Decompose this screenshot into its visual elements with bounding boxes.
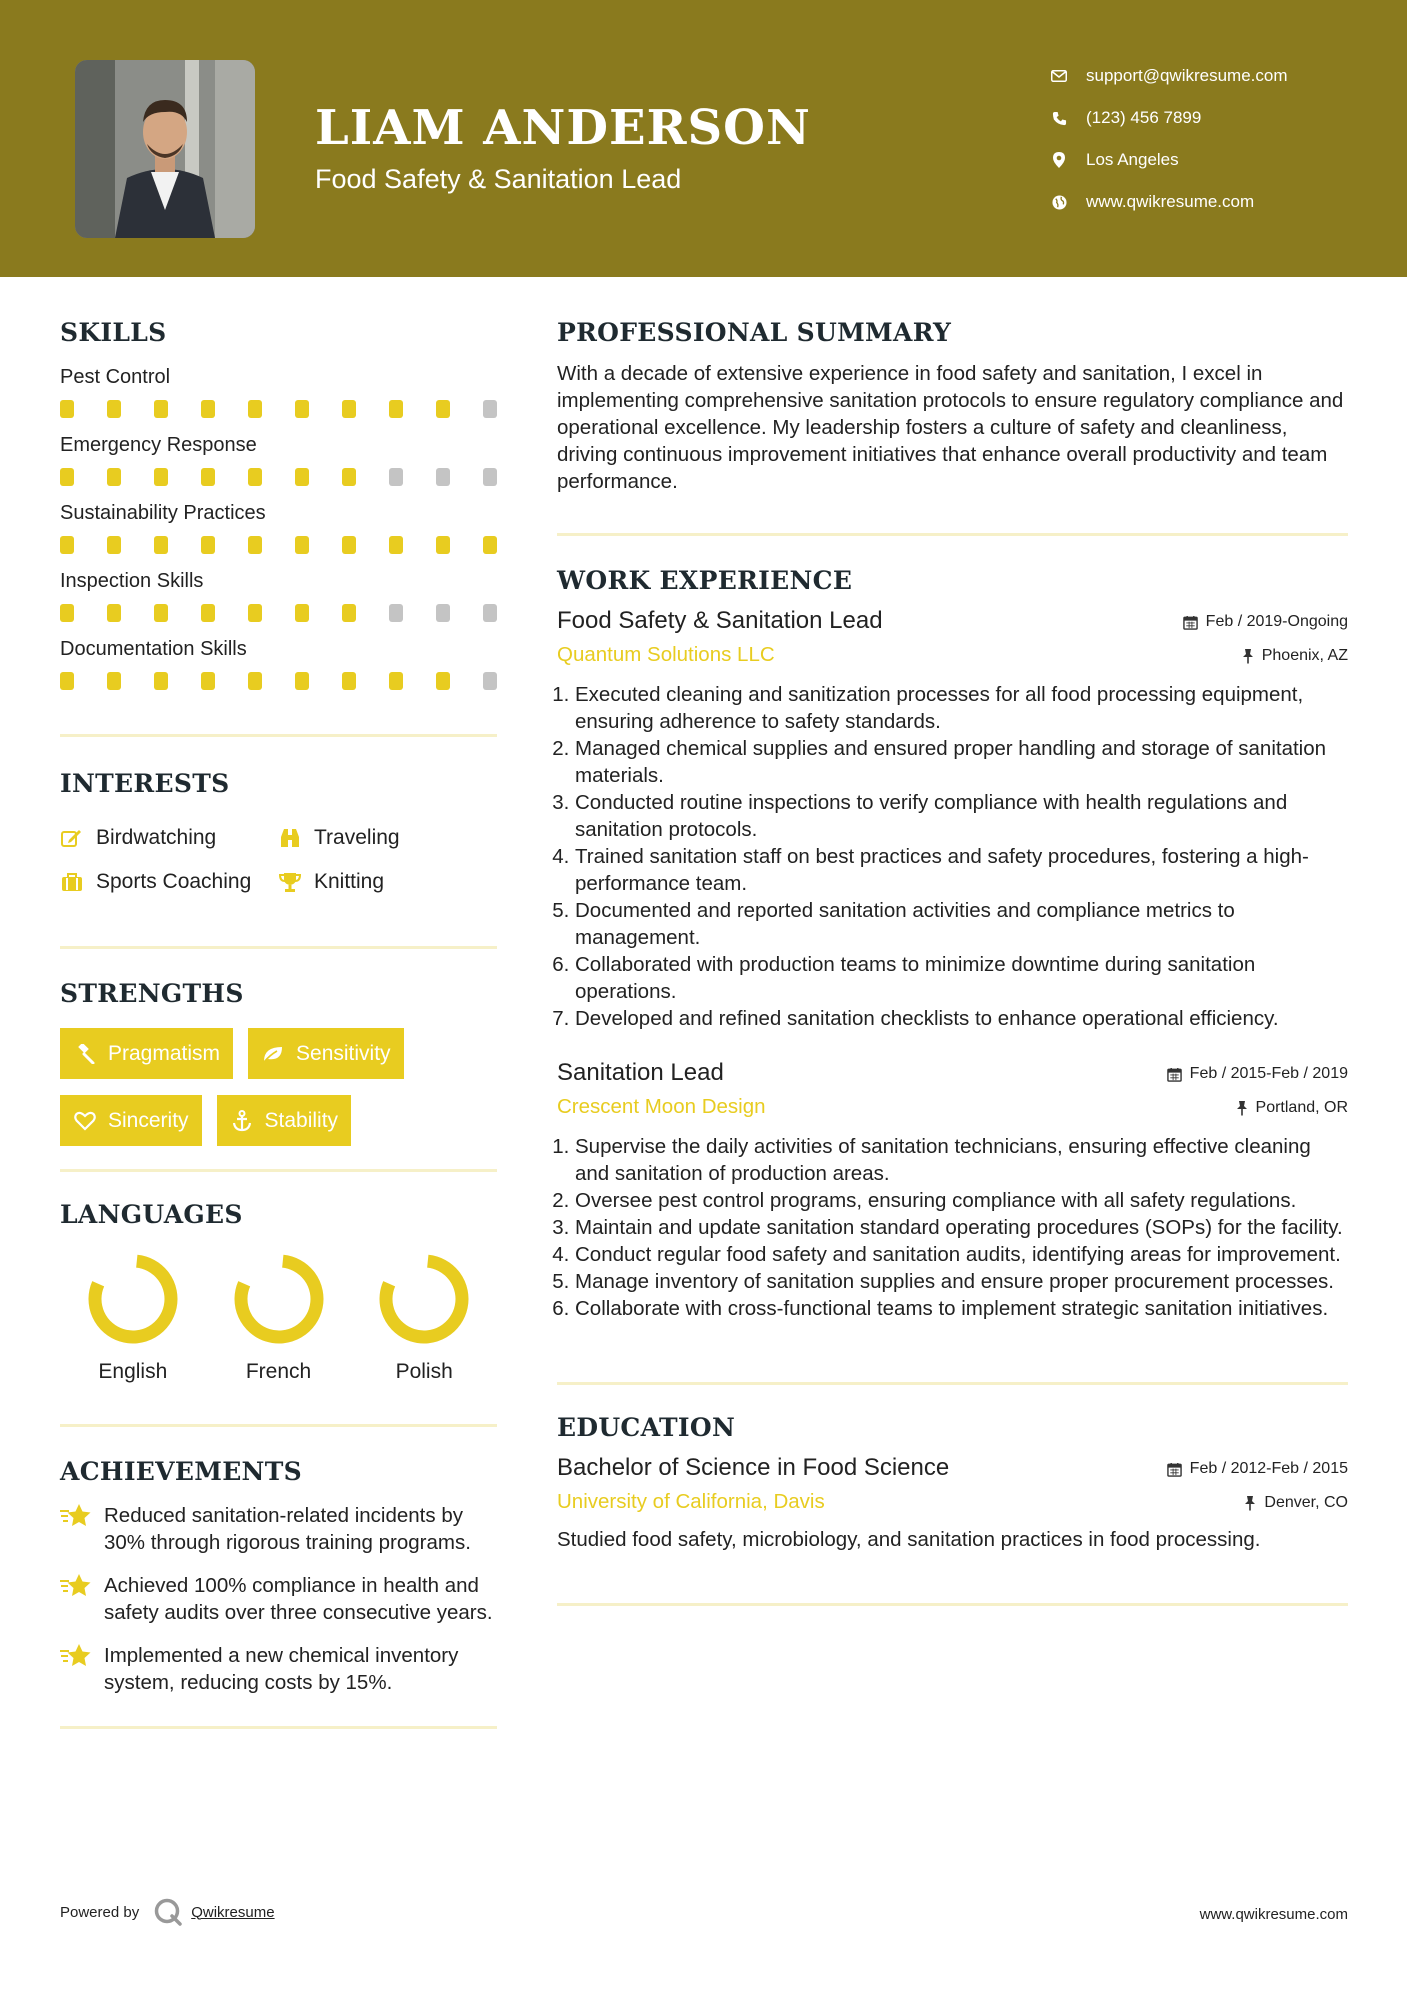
job-location-text: Phoenix, AZ (1261, 647, 1348, 664)
skill-dot (201, 604, 215, 622)
job-location (1236, 1099, 1348, 1117)
heart-icon (74, 1110, 96, 1132)
language-level-arc (386, 1261, 462, 1337)
skill-dot (295, 672, 309, 690)
language-item (60, 1251, 206, 1384)
duty-item: 3. Conducted routine inspections to verify compliance with health regulations and sanitation protocols. (575, 789, 1348, 843)
strength-label: Stability (264, 1108, 339, 1132)
interest-label: Knitting (314, 870, 385, 893)
strength-label: Sensitivity (296, 1041, 391, 1065)
pushpin-icon (1236, 1100, 1248, 1116)
skill-dot (201, 400, 215, 418)
globe-icon (1050, 193, 1068, 211)
gavel-icon (74, 1043, 96, 1065)
education-dates-text: Feb / 2012-Feb / 2015 (1189, 1460, 1348, 1477)
candidate-name: LIAM ANDERSON (315, 100, 811, 156)
section-divider (557, 533, 1348, 536)
skill-dot (389, 468, 403, 486)
company-name: Quantum Solutions LLC (557, 643, 775, 666)
job-title: Food Safety & Sanitation Lead (557, 607, 883, 634)
interest-item (278, 870, 384, 894)
skill-dot (483, 468, 497, 486)
qwikresume-logo-icon (153, 1897, 183, 1927)
skill-dot (248, 536, 262, 554)
contact-list (1050, 55, 1288, 223)
skill-dot (248, 468, 262, 486)
strength-label: Sincerity (108, 1108, 189, 1132)
skill-dot (389, 536, 403, 554)
skill-dot (342, 604, 356, 622)
strength-badge (217, 1095, 352, 1146)
duty-item: 4. Trained sanitation staff on best practices and safety procedures, fostering a high-performance team. (575, 843, 1348, 897)
skill-dot (483, 604, 497, 622)
education-description: Studied food safety, microbiology, and sanitation practices in food processing. (557, 1528, 1261, 1551)
skill-name: Emergency Response (60, 434, 257, 456)
location-pin-icon (1050, 151, 1068, 169)
strength-badge (248, 1028, 404, 1079)
skills-section (60, 318, 497, 690)
skill-name: Pest Control (60, 366, 171, 388)
strength-badge (60, 1028, 233, 1079)
skill-dot (436, 400, 450, 418)
skill-dot (154, 400, 168, 418)
skill-dot (107, 536, 121, 554)
skill-dot (483, 672, 497, 690)
pushpin-icon (1242, 648, 1254, 664)
interests-section (60, 769, 497, 904)
achievement-text: Reduced sanitation-related incidents by 30% through rigorous training programs. (104, 1504, 471, 1554)
strengths-section (60, 979, 497, 1146)
skill-dot (436, 604, 450, 622)
skill-name: Documentation Skills (60, 638, 247, 660)
skill-dot (60, 468, 74, 486)
candidate-role: Food Safety & Sanitation Lead (315, 164, 682, 194)
profile-photo (75, 60, 255, 238)
job-title: Sanitation Lead (557, 1059, 724, 1086)
education-dates (1167, 1460, 1348, 1478)
experience-title: WORK EXPERIENCE (557, 566, 853, 595)
duty-item: 6. Collaborated with production teams to minimize downtime during sanitation operations. (575, 951, 1348, 1005)
language-name: English (98, 1360, 168, 1383)
achievement-text: Implemented a new chemical inventory system, reducing costs by 15%. (104, 1644, 459, 1694)
contact-email[interactable] (1050, 55, 1288, 97)
pushpin-icon (1244, 1495, 1256, 1511)
skill-dot (389, 672, 403, 690)
skill-dot (201, 536, 215, 554)
skill-name: Sustainability Practices (60, 502, 266, 524)
skill-dot (389, 400, 403, 418)
skills-list (60, 364, 497, 690)
skill-dot (389, 604, 403, 622)
section-divider (60, 1169, 497, 1172)
language-name: Polish (395, 1360, 453, 1383)
skill-dot (154, 536, 168, 554)
language-level-arc (95, 1261, 171, 1337)
anchor-icon (231, 1110, 253, 1132)
skill-dot (60, 400, 74, 418)
contact-location-text: Los Angeles (1086, 150, 1179, 169)
skill-dot (295, 468, 309, 486)
skills-title: SKILLS (60, 318, 167, 347)
skill-dot (295, 604, 309, 622)
section-divider (60, 946, 497, 949)
contact-email-text: support@qwikresume.com (1086, 66, 1288, 85)
skill-dot (107, 604, 121, 622)
binoculars-icon (278, 827, 302, 849)
education-entry (557, 1454, 1348, 1553)
duty-item: 7. Developed and refined sanitation checklists to enhance operational efficiency. (575, 1005, 1348, 1032)
star-icon (60, 1572, 92, 1600)
duty-item: 5. Documented and reported sanitation activities and compliance metrics to management. (575, 897, 1348, 951)
interest-item (278, 826, 400, 850)
skill-dot (342, 672, 356, 690)
job-location-text: Portland, OR (1255, 1099, 1348, 1116)
skill-dot (342, 400, 356, 418)
calendar-icon (1183, 615, 1198, 630)
duty-item: 1. Supervise the daily activities of sanitation technicians, ensuring effective cleaning and sanitation of production areas. (575, 1133, 1348, 1187)
skill-dot (60, 536, 74, 554)
degree-title: Bachelor of Science in Food Science (557, 1454, 950, 1481)
phone-icon (1050, 109, 1068, 127)
interest-item (60, 826, 278, 850)
summary-text: With a decade of extensive experience in food safety and sanitation, I excel in implementing comprehensive sanitation protocols to ensure regulatory compliance and operational excellence. My leadership fosters a culture of safety and cleanliness, driving continuous improvement initiatives that enhance overall productivity and team performance. (557, 362, 1344, 493)
contact-phone-text: (123) 456 7899 (1086, 108, 1202, 127)
school-name: University of California, Davis (557, 1490, 825, 1513)
skill-rating (60, 400, 497, 418)
skill-dot (295, 536, 309, 554)
education-section (557, 1413, 1348, 1553)
job-location (1242, 647, 1348, 665)
strength-label: Pragmatism (108, 1041, 221, 1065)
skill-dot (107, 468, 121, 486)
envelope-icon (1050, 67, 1068, 85)
interest-label: Traveling (314, 826, 400, 849)
briefcase-icon (60, 871, 84, 893)
section-divider (557, 1603, 1348, 1606)
languages-section (60, 1200, 497, 1384)
achievements-list (60, 1502, 497, 1696)
qwikresume-link[interactable]: Qwikresume (191, 1903, 275, 1921)
skill-dot (342, 468, 356, 486)
section-divider (60, 1726, 497, 1729)
job-dates (1183, 613, 1348, 631)
duty-item: 4. Conduct regular food safety and sanitation audits, identifying areas for improvement. (575, 1241, 1348, 1268)
language-gauge (376, 1251, 472, 1347)
skill-dot (60, 604, 74, 622)
footer-website[interactable]: www.qwikresume.com (1199, 1906, 1348, 1923)
calendar-icon (1167, 1462, 1182, 1477)
contact-website-text: www.qwikresume.com (1086, 192, 1255, 211)
section-divider (557, 1382, 1348, 1385)
job-entry (557, 607, 1348, 1032)
duty-item: 6. Collaborate with cross-functional teams to implement strategic sanitation initiatives. (575, 1295, 1348, 1322)
summary-title: PROFESSIONAL SUMMARY (557, 318, 952, 347)
language-item (206, 1251, 352, 1384)
contact-website[interactable] (1050, 181, 1288, 223)
education-location (1244, 1494, 1348, 1512)
skill-dot (248, 604, 262, 622)
skill-rating (60, 672, 497, 690)
contact-phone[interactable] (1050, 97, 1288, 139)
section-divider (60, 1424, 497, 1427)
skill-dot (201, 468, 215, 486)
skill-dot (107, 672, 121, 690)
skill-dot (248, 400, 262, 418)
skill-rating (60, 536, 497, 554)
skill-dot (436, 672, 450, 690)
interest-label: Birdwatching (96, 826, 217, 849)
interests-list (60, 816, 497, 904)
summary-section (557, 318, 1348, 495)
language-item (351, 1251, 497, 1384)
experience-section (557, 566, 1348, 1322)
skill-dot (154, 672, 168, 690)
interests-title: INTERESTS (60, 769, 230, 798)
achievements-section (60, 1457, 497, 1696)
interest-item (60, 870, 278, 894)
pencil-square-icon (60, 827, 84, 849)
skill-dot (154, 604, 168, 622)
skill-dot (154, 468, 168, 486)
languages-title: LANGUAGES (60, 1200, 243, 1229)
duty-item: 1. Executed cleaning and sanitization processes for all food processing equipment, ensuring adherence to safety standards. (575, 681, 1348, 735)
star-icon (60, 1642, 92, 1670)
right-column (557, 318, 1348, 1606)
education-title: EDUCATION (557, 1413, 736, 1442)
contact-location (1050, 139, 1288, 181)
star-icon (60, 1502, 92, 1530)
interest-label: Sports Coaching (96, 870, 252, 893)
achievement-item (60, 1502, 497, 1556)
duty-item: 3. Maintain and update sanitation standard operating procedures (SOPs) for the facility. (575, 1214, 1348, 1241)
skill-dot (107, 400, 121, 418)
education-location-text: Denver, CO (1264, 1494, 1348, 1511)
skill-dot (248, 672, 262, 690)
skill-dot (342, 536, 356, 554)
language-level-arc (241, 1261, 317, 1337)
skill-dot (483, 536, 497, 554)
duty-item: 2. Oversee pest control programs, ensuring compliance with all safety regulations. (575, 1187, 1348, 1214)
language-name: French (245, 1360, 312, 1383)
achievements-title: ACHIEVEMENTS (60, 1457, 302, 1486)
leaf-icon (262, 1043, 284, 1065)
language-gauge (231, 1251, 327, 1347)
calendar-icon (1167, 1067, 1182, 1082)
skill-rating (60, 468, 497, 486)
trophy-icon (278, 871, 302, 893)
languages-list (60, 1251, 497, 1384)
skill-dot (295, 400, 309, 418)
skill-dot (436, 536, 450, 554)
duty-item: 2. Managed chemical supplies and ensured proper handling and storage of sanitation materials. (575, 735, 1348, 789)
powered-by-label: Powered by (60, 1903, 140, 1921)
skill-rating (60, 604, 497, 622)
job-dates (1167, 1065, 1348, 1083)
job-entry (557, 1059, 1348, 1322)
strength-badge (60, 1095, 202, 1146)
skill-name: Inspection Skills (60, 570, 204, 592)
job-dates-text: Feb / 2015-Feb / 2019 (1189, 1065, 1348, 1082)
strengths-title: STRENGTHS (60, 979, 244, 1008)
section-divider (60, 734, 497, 737)
skill-dot (60, 672, 74, 690)
duty-item: 5. Manage inventory of sanitation supplies and ensure proper procurement processes. (575, 1268, 1348, 1295)
resume-header (0, 0, 1407, 277)
duties-list (557, 1133, 1348, 1322)
skill-dot (483, 400, 497, 418)
achievement-item (60, 1642, 497, 1696)
language-gauge (85, 1251, 181, 1347)
job-dates-text: Feb / 2019-Ongoing (1205, 613, 1348, 630)
company-name: Crescent Moon Design (557, 1095, 766, 1118)
skill-dot (201, 672, 215, 690)
left-column (60, 318, 497, 1729)
achievement-text: Achieved 100% compliance in health and safety audits over three consecutive years. (104, 1574, 493, 1624)
skill-dot (436, 468, 450, 486)
achievement-item (60, 1572, 497, 1626)
duties-list (557, 681, 1348, 1032)
footer-powered-by (60, 1897, 275, 1927)
strengths-list (60, 1028, 497, 1146)
